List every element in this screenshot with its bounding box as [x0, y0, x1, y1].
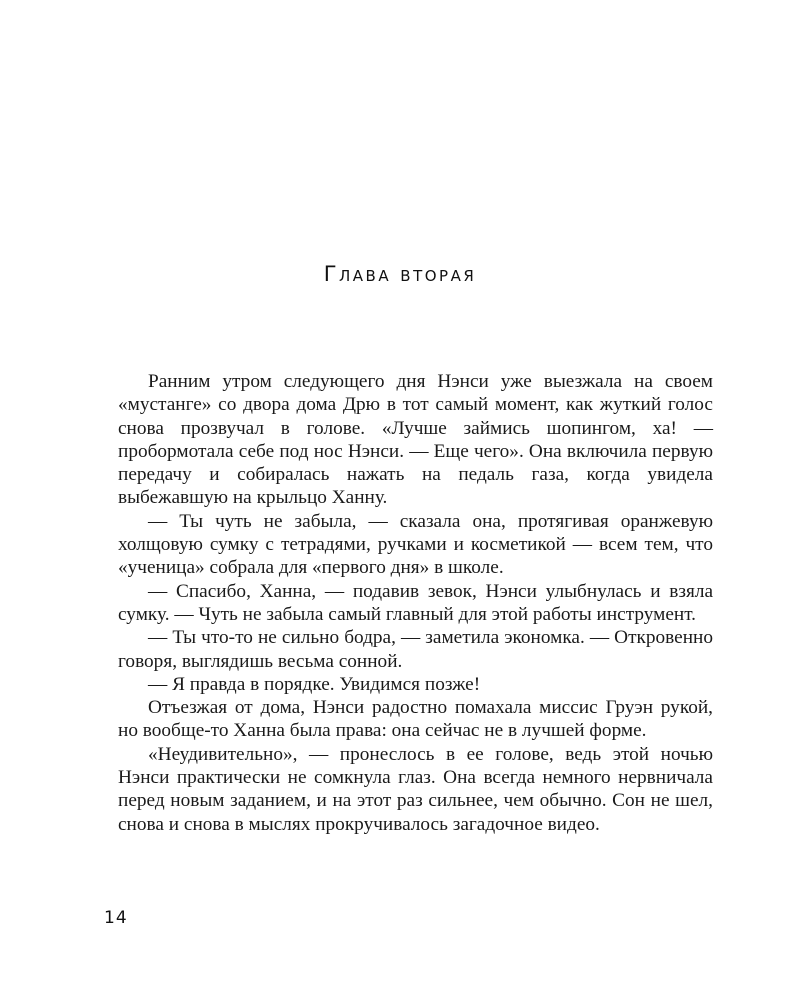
paragraph: Отъезжая от дома, Нэнси радостно помахала миссис Груэн рукой, но вообще-то Ханна была права: она сейчас не в лучшей форме.	[118, 697, 713, 742]
chapter-title: Глава вторая	[323, 262, 477, 286]
paragraph: — Ты чуть не забыла, — сказала она, протягивая оранжевую холщовую сумку с тетрадями, ручками и косметикой — всем тем, что «ученица» собрала для «первого дня» в школе.	[118, 510, 713, 579]
paragraph: — Я правда в порядке. Увидимся позже!	[148, 673, 481, 695]
paragraph: «Неудивительно», — пронеслось в ее голове, ведь этой ночью Нэнси практически не сомкнула глаз. Она всегда немного нервничала перед новым заданием, и на этот раз сильнее, чем обычно. Сон не шел, снова и снова в мыслях прокручивалось загадочное видео.	[118, 743, 713, 835]
paragraph: — Ты что-то не сильно бодра, — заметила экономка. — Откровенно говоря, выглядишь весьма сонной.	[118, 627, 713, 672]
chapter-body	[118, 370, 713, 836]
page-number: 14	[104, 908, 128, 928]
paragraph: — Спасибо, Ханна, — подавив зевок, Нэнси улыбнулась и взяла сумку. — Чуть не забыла самый главный для этой работы инструмент.	[118, 580, 713, 625]
paragraph: Ранним утром следующего дня Нэнси уже выезжала на своем «мустанге» со двора дома Дрю в тот самый момент, как жуткий голос снова прозвучал в голове. «Лучше займись шопингом, ха! — пробормотала себе под нос Нэнси. — Еще чего». Она включила первую передачу и собиралась нажать на педаль газа, когда увидела выбежавшую на крыльцо Ханну.	[118, 371, 713, 509]
